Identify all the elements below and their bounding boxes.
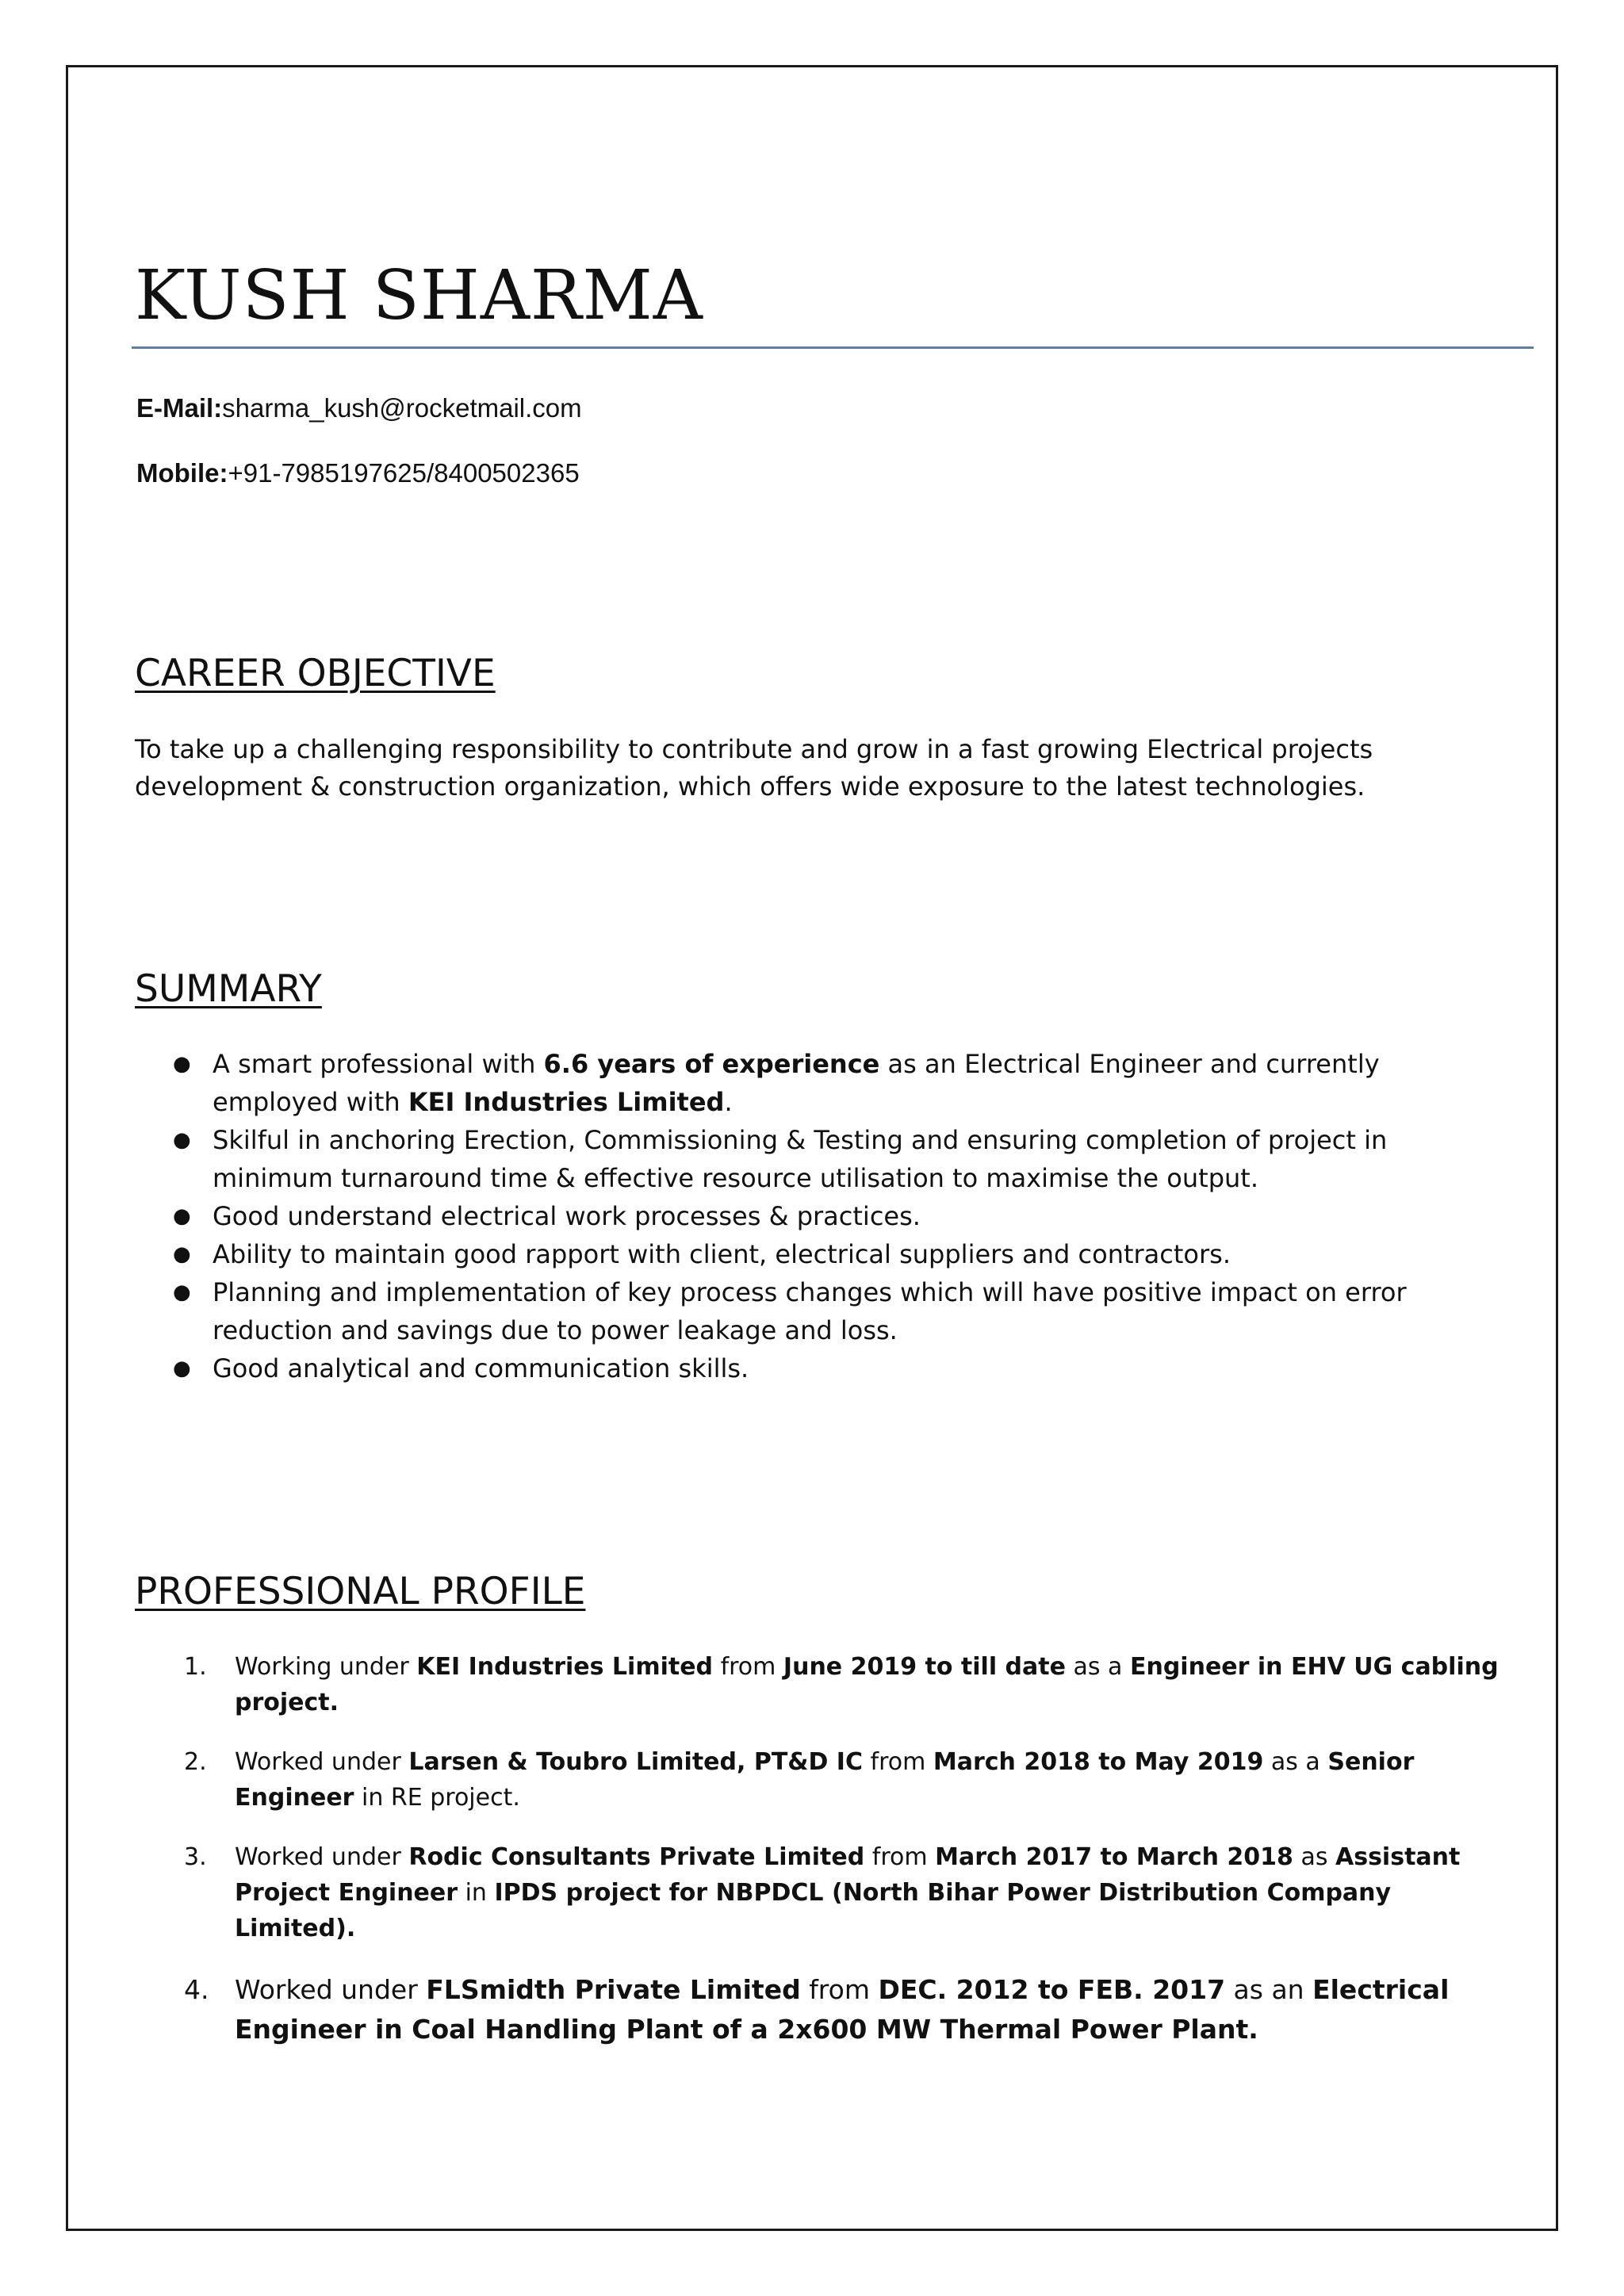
summary-heading: SUMMARY [135,967,322,1011]
profile-item [135,1649,1515,1720]
name-underline [132,346,1534,349]
email-label: E-Mail: [136,393,223,423]
summary-item [135,1349,1499,1387]
profile-text: Worked under [235,1974,427,2005]
bullet-icon: ● [173,1242,191,1266]
bullet-icon: ● [173,1280,191,1304]
profile-company: FLSmidth Private Limited [426,1974,801,2005]
profile-text: as a [1263,1748,1328,1776]
summary-item [135,1121,1499,1197]
summary-text: Good understand electrical work processes & practices. [213,1201,921,1231]
profile-text: as [1293,1843,1335,1871]
email-value: sharma_kush@rocketmail.com [222,393,582,423]
profile-role: Electrical Engineer in Coal Handling Plant of a 2x600 MW Thermal Power Plant. [235,1974,1450,2045]
career-objective-text: To take up a challenging responsibility to contribute and grow in a fast growing Electrical projects development & construction organization, which offers wide exposure to the latest technologies. [135,734,1373,802]
bullet-icon: ● [173,1204,191,1228]
profile-role: Senior Engineer [235,1748,1415,1812]
candidate-name: KUSH SHARMA [135,256,703,335]
bullet-icon: ● [173,1128,191,1152]
profile-text: from [864,1843,936,1871]
profile-item [135,1839,1515,1946]
summary-text: A smart professional with [213,1049,544,1079]
profile-text: from [713,1653,783,1681]
profile-item [135,1970,1515,2049]
summary-text: as an Electrical Engineer and currently employed with [213,1049,1380,1117]
profile-company: Rodic Consultants Private Limited [408,1843,865,1871]
summary-text: Good analytical and communication skills. [213,1353,749,1383]
summary-text: . [724,1087,733,1117]
contact-email [136,393,582,423]
profile-text: Working under [235,1653,417,1681]
profile-item-number: 3. [184,1843,207,1871]
bullet-icon: ● [173,1357,191,1380]
profile-company: KEI Industries Limited [416,1653,714,1681]
profile-project: IPDS project for NBPDCL (North Bihar Power Distribution Company Limited). [235,1879,1392,1942]
profile-period: March 2017 to March 2018 [935,1843,1293,1871]
career-objective-heading: CAREER OBJECTIVE [135,652,496,695]
profile-text: in [458,1879,495,1907]
professional-profile-heading: PROFESSIONAL PROFILE [135,1570,586,1613]
summary-item [135,1045,1499,1121]
profile-text: from [862,1748,933,1776]
bullet-icon: ● [173,1052,191,1076]
profile-item-number: 2. [184,1748,207,1776]
profile-text: as an [1225,1974,1313,2005]
profile-item-number: 1. [184,1653,207,1681]
profile-period: DEC. 2012 to FEB. 2017 [878,1974,1226,2005]
profile-text: Worked under [235,1748,409,1776]
summary-highlight: KEI Industries Limited [408,1087,725,1117]
summary-list [135,1045,1499,1387]
summary-item [135,1273,1499,1349]
profile-period: June 2019 to till date [783,1653,1066,1681]
mobile-label: Mobile: [136,458,228,488]
summary-highlight: 6.6 years of experience [543,1049,880,1079]
summary-text: Skilful in anchoring Erection, Commissioning & Testing and ensuring completion of project in minimum turnaround time & effective resource utilisation to maximise the output. [213,1125,1388,1193]
summary-text: Planning and implementation of key process changes which will have positive impact on error reduction and savings due to power leakage and loss. [213,1277,1407,1345]
profile-text: Worked under [235,1843,409,1871]
profile-text: from [800,1974,879,2005]
profile-list [135,1649,1515,2073]
profile-role: Engineer in EHV UG cabling project. [235,1653,1499,1716]
profile-item-number: 4. [184,1974,209,2005]
profile-company: Larsen & Toubro Limited, PT&D IC [408,1748,863,1776]
profile-text: in RE project. [354,1784,520,1812]
profile-role: Assistant Project Engineer [235,1843,1461,1907]
profile-period: March 2018 to May 2019 [933,1748,1264,1776]
profile-item [135,1744,1515,1816]
contact-mobile [136,458,580,488]
summary-item [135,1235,1499,1273]
mobile-value: +91-7985197625/8400502365 [228,458,580,488]
summary-item [135,1197,1499,1235]
summary-text: Ability to maintain good rapport with client, electrical suppliers and contractors. [213,1239,1231,1269]
profile-text: as a [1065,1653,1130,1681]
